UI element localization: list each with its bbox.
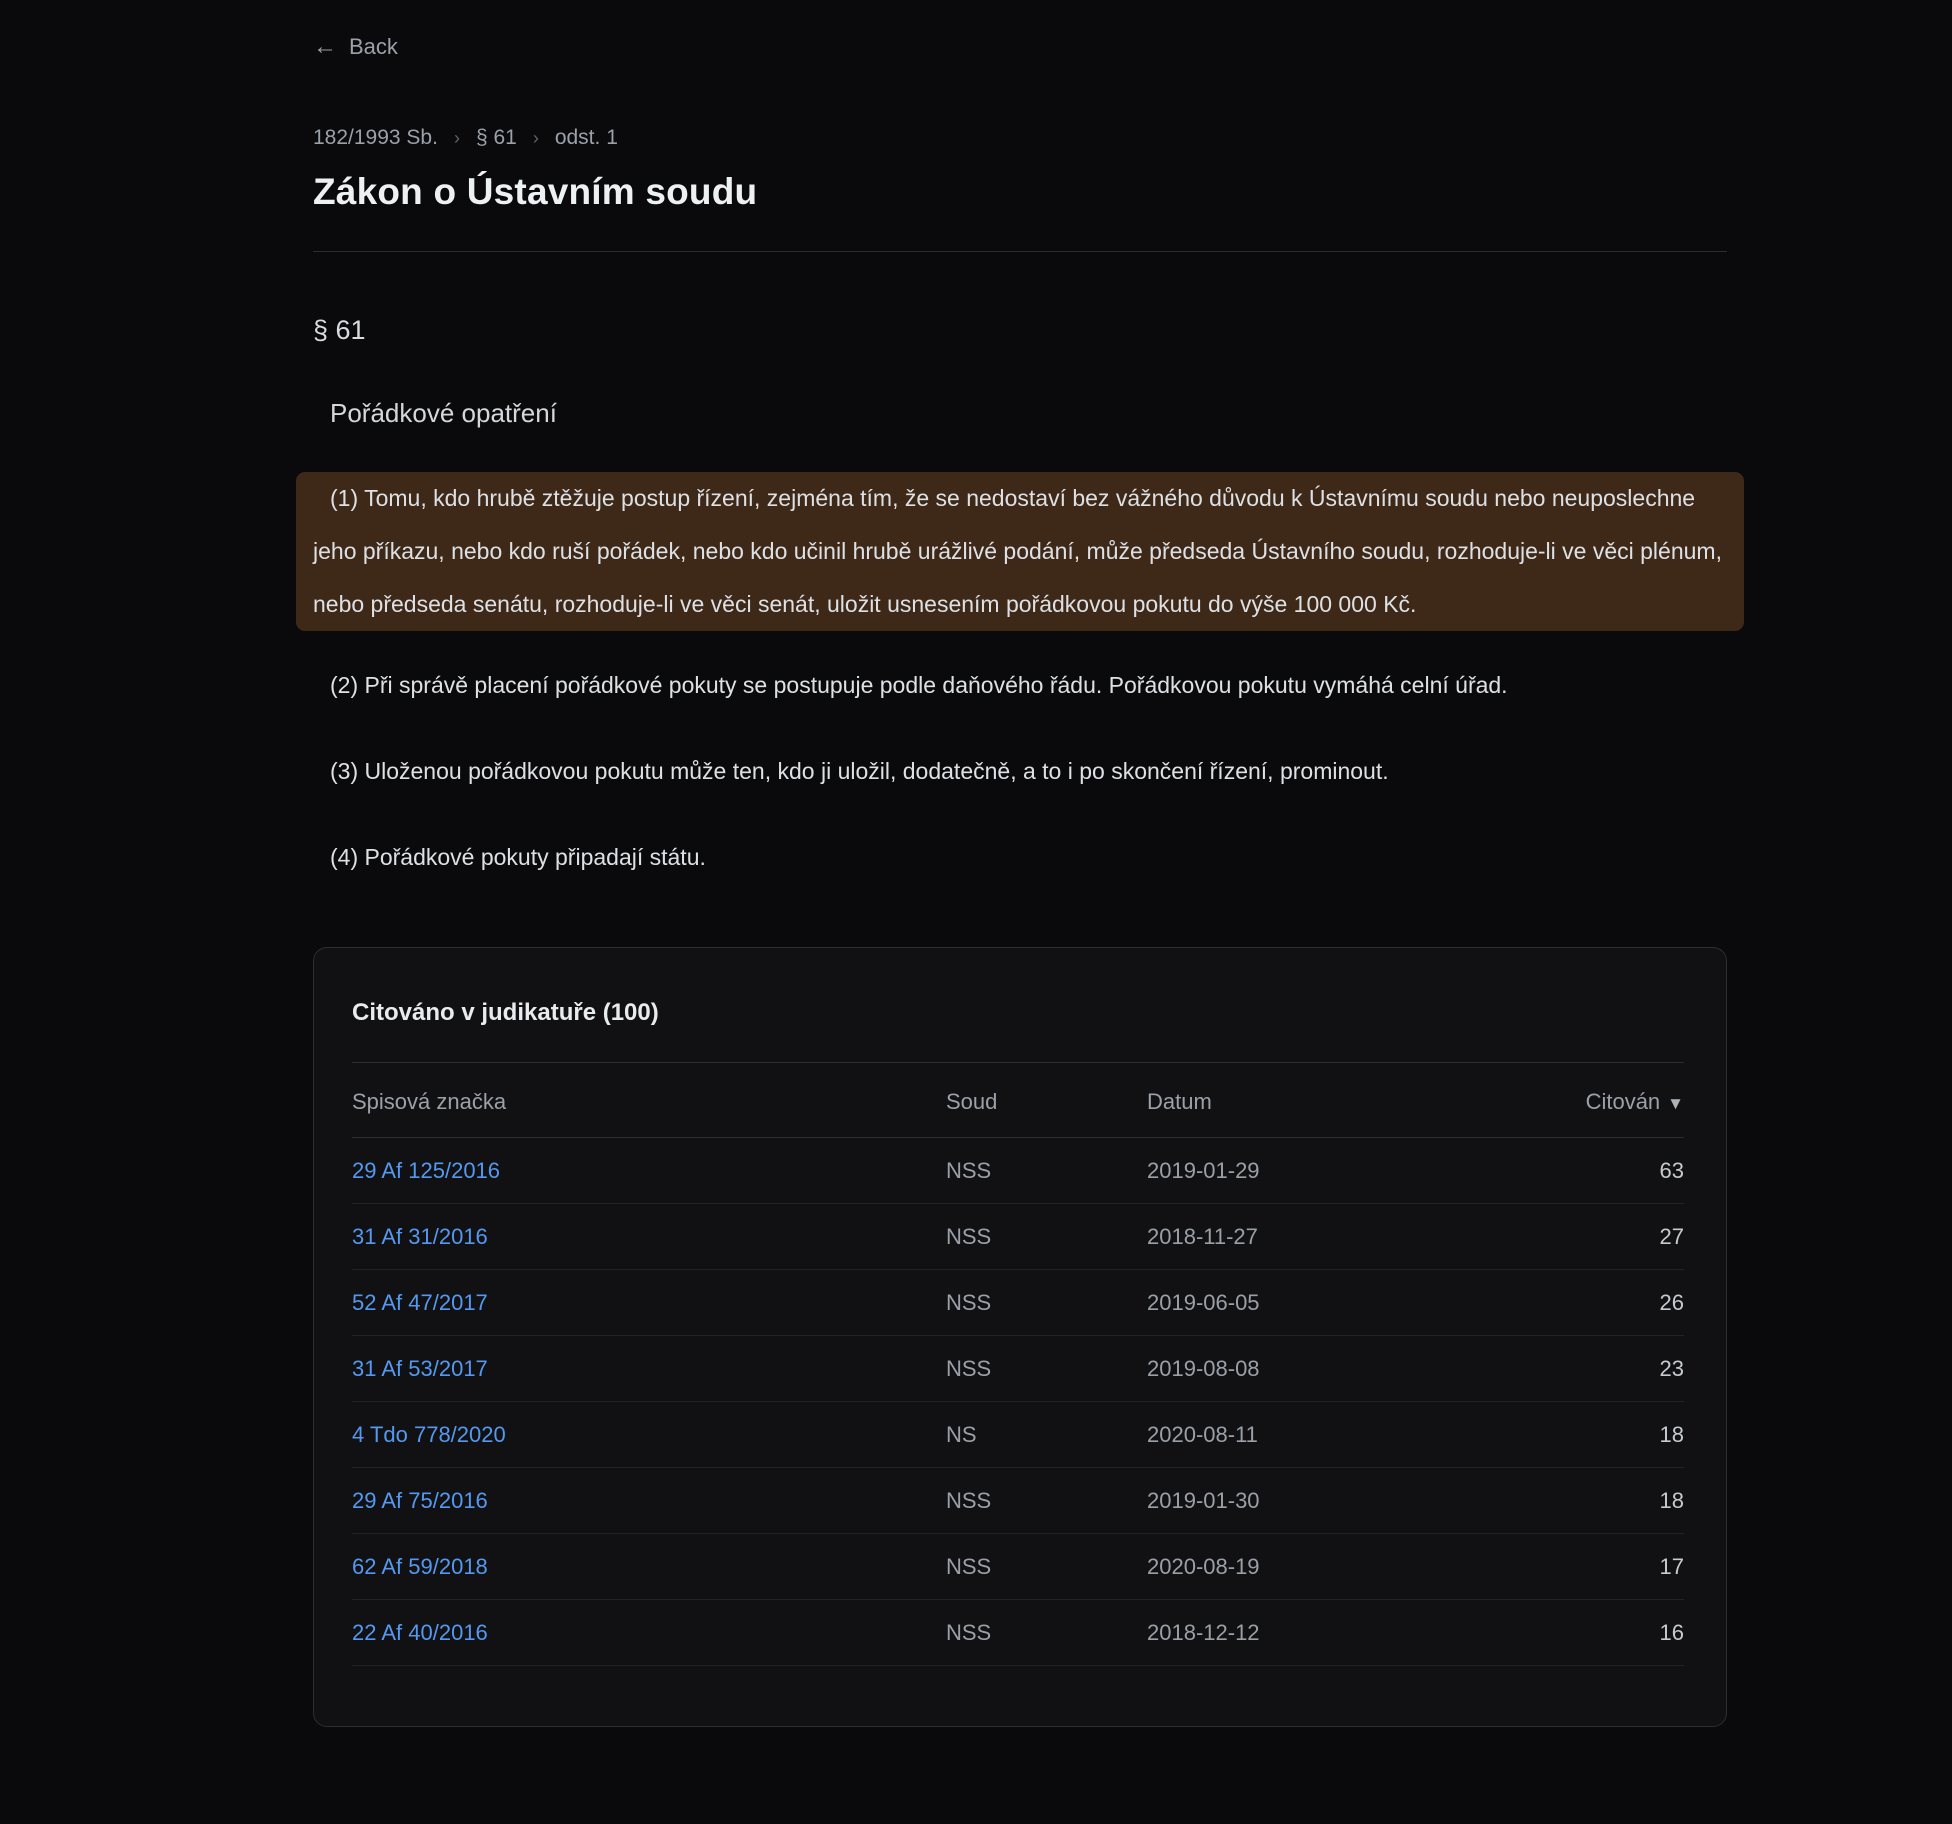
date-cell: 2019-06-05 bbox=[1147, 1289, 1260, 1315]
count-cell: 16 bbox=[1659, 1619, 1684, 1645]
citations-table-header bbox=[352, 1063, 1684, 1138]
back-label: Back bbox=[349, 34, 398, 59]
count-cell: 18 bbox=[1659, 1421, 1684, 1447]
section-heading: Pořádkové opatření bbox=[330, 398, 557, 428]
column-header-date[interactable]: Datum bbox=[1147, 1089, 1212, 1114]
page-title: Zákon o Ústavním soudu bbox=[313, 171, 758, 212]
table-row bbox=[352, 1138, 1684, 1204]
count-cell: 23 bbox=[1659, 1355, 1684, 1381]
table-row bbox=[352, 1336, 1684, 1402]
date-cell: 2018-11-27 bbox=[1147, 1223, 1258, 1249]
back-arrow-icon: ← bbox=[313, 33, 337, 60]
sort-desc-icon: ▼ bbox=[1667, 1094, 1684, 1113]
court-cell: NSS bbox=[946, 1157, 992, 1183]
column-header-court[interactable]: Soud bbox=[946, 1089, 998, 1114]
title-divider bbox=[313, 251, 1727, 252]
column-header-count[interactable] bbox=[1554, 1089, 1684, 1115]
citations-card bbox=[313, 947, 1727, 1727]
column-header-count-label: Citován bbox=[1585, 1089, 1661, 1114]
case-link[interactable]: 29 Af 125/2016 bbox=[352, 1157, 501, 1183]
court-cell: NSS bbox=[946, 1487, 992, 1513]
table-row bbox=[352, 1468, 1684, 1534]
date-cell: 2019-01-29 bbox=[1147, 1157, 1260, 1183]
court-cell: NSS bbox=[946, 1553, 992, 1579]
date-cell: 2020-08-11 bbox=[1147, 1421, 1258, 1447]
table-row bbox=[352, 1204, 1684, 1270]
breadcrumb-separator: › bbox=[453, 127, 460, 148]
breadcrumb-item[interactable]: 182/1993 Sb. bbox=[313, 126, 438, 149]
court-cell: NSS bbox=[946, 1223, 992, 1249]
statute-paragraph: (2) Při správě placení pořádkové pokuty se postupuje podle daňového řádu. Pořádkovou pokutu vymáhá celní úřad. bbox=[330, 672, 1508, 698]
case-link[interactable]: 62 Af 59/2018 bbox=[352, 1553, 488, 1579]
date-cell: 2019-01-30 bbox=[1147, 1487, 1260, 1513]
case-link[interactable]: 52 Af 47/2017 bbox=[352, 1289, 488, 1315]
count-cell: 18 bbox=[1659, 1487, 1684, 1513]
back-link[interactable] bbox=[313, 34, 398, 60]
case-link[interactable]: 31 Af 31/2016 bbox=[352, 1223, 488, 1249]
case-link[interactable]: 31 Af 53/2017 bbox=[352, 1355, 488, 1381]
statute-paragraphs bbox=[313, 472, 1727, 884]
table-row bbox=[352, 1270, 1684, 1336]
breadcrumb-item[interactable]: odst. 1 bbox=[554, 126, 618, 149]
court-cell: NSS bbox=[946, 1289, 992, 1315]
table-row bbox=[352, 1534, 1684, 1600]
court-cell: NSS bbox=[946, 1355, 992, 1381]
date-cell: 2018-12-12 bbox=[1147, 1619, 1260, 1645]
table-row bbox=[352, 1402, 1684, 1468]
citations-title: Citováno v judikatuře (100) bbox=[352, 999, 659, 1026]
main-content bbox=[313, 0, 1727, 1727]
breadcrumb-separator: › bbox=[532, 127, 539, 148]
count-cell: 26 bbox=[1659, 1289, 1684, 1315]
court-cell: NS bbox=[946, 1421, 977, 1447]
date-cell: 2019-08-08 bbox=[1147, 1355, 1260, 1381]
case-link[interactable]: 29 Af 75/2016 bbox=[352, 1487, 488, 1513]
count-cell: 27 bbox=[1659, 1223, 1684, 1249]
case-link[interactable]: 4 Tdo 778/2020 bbox=[352, 1421, 506, 1447]
date-cell: 2020-08-19 bbox=[1147, 1553, 1260, 1579]
count-cell: 17 bbox=[1659, 1553, 1684, 1579]
section-number: § 61 bbox=[313, 315, 366, 345]
case-link[interactable]: 22 Af 40/2016 bbox=[352, 1619, 488, 1645]
statute-paragraph: (3) Uloženou pořádkovou pokutu může ten, kdo ji uložil, dodatečně, a to i po skončení řízení, prominout. bbox=[330, 758, 1389, 784]
breadcrumb-item[interactable]: § 61 bbox=[475, 126, 517, 149]
table-row bbox=[352, 1600, 1684, 1666]
citations-table-body bbox=[352, 1138, 1684, 1666]
statute-paragraph: (1) Tomu, kdo hrubě ztěžuje postup řízení, zejména tím, že se nedostaví bez vážného důvodu k Ústavnímu soudu nebo neuposlechne jeho příkazu, nebo kdo ruší pořádek, nebo kdo učinil hrubě urážlivé podání, může předseda Ústavního soudu, rozhoduje-li ve věci plénum, nebo předseda senátu, rozhoduje-li ve věci senát, uložit usnesením pořádkovou pokutu do výše 100 000 Kč. bbox=[296, 472, 1744, 631]
statute-paragraph: (4) Pořádkové pokuty připadají státu. bbox=[330, 844, 706, 870]
breadcrumb bbox=[313, 126, 1727, 150]
column-header-case[interactable]: Spisová značka bbox=[352, 1089, 507, 1114]
court-cell: NSS bbox=[946, 1619, 992, 1645]
count-cell: 63 bbox=[1659, 1157, 1684, 1183]
